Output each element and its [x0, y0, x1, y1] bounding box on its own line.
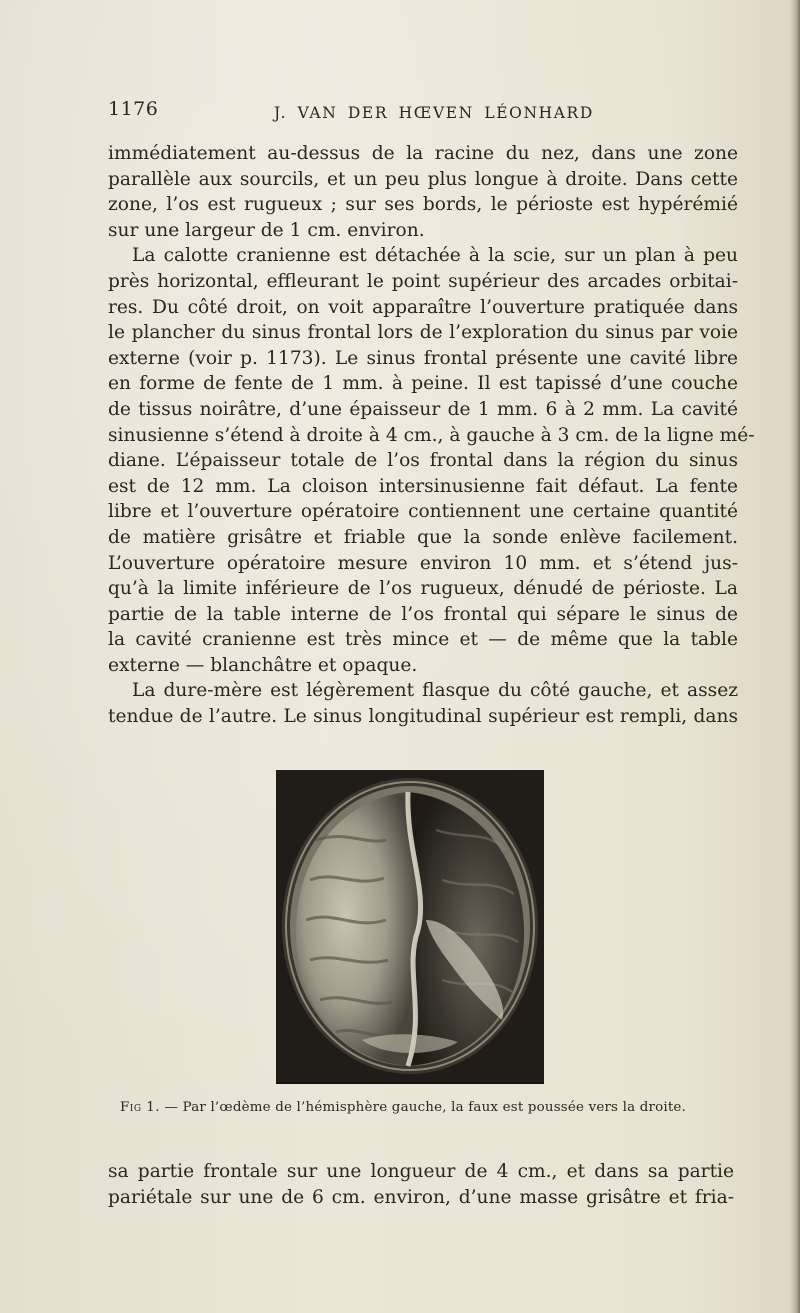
text-line: res. Du côté droit, on voit apparaître l’ouverture pratiquée dans [108, 296, 738, 318]
text-line: pariétale sur une de 6 cm. environ, d’une masse grisâtre et fria- [108, 1186, 734, 1208]
text-line: sinusienne s’étend à droite à 4 cm., à gauche à 3 cm. de la ligne mé- [108, 424, 755, 446]
brain-photograph [276, 770, 544, 1084]
text-line: immédiatement au-dessus de la racine du nez, dans une zone [108, 143, 738, 164]
text-line: parallèle aux sourcils, et un peu plus longue à droite. Dans cette [108, 168, 738, 190]
text-line: de tissus noirâtre, d’une épaisseur de 1 mm. 6 à 2 mm. La cavité [108, 398, 738, 420]
text-line: partie de la table interne de l’os frontal qui sépare le sinus de [108, 603, 738, 625]
running-title: J. VAN DER HŒVEN LÉONHARD [274, 104, 594, 122]
text-line: tendue de l’autre. Le sinus longitudinal supérieur est rempli, dans [108, 706, 738, 728]
text-line: de matière grisâtre et friable que la sonde enlève facilement. [108, 526, 738, 548]
text-line: sa partie frontale sur une longueur de 4 cm., et dans sa partie [108, 1161, 734, 1182]
text-line: en forme de fente de 1 mm. à peine. Il est tapissé d’une couche [108, 373, 738, 395]
text-line: L’ouverture opératoire mesure environ 10 mm. et s’étend jus- [108, 552, 738, 574]
brain-photograph-illustration [276, 770, 544, 1082]
text-line: près horizontal, effleurant le point supérieur des arcades orbitai- [108, 270, 738, 292]
text-line: est de 12 mm. La cloison intersinusienne fait défaut. La fente [108, 475, 738, 497]
text-line: externe (voir p. 1173). Le sinus frontal présente une cavité libre [108, 347, 738, 369]
text-line: sur une largeur de 1 cm. environ. [108, 219, 425, 241]
running-head [108, 98, 748, 128]
figure-label: Fig 1. [120, 1100, 161, 1115]
text-line: le plancher du sinus frontal lors de l’exploration du sinus par voie [108, 322, 738, 344]
text-line: La dure-mère est légèrement flasque du côté gauche, et assez [132, 680, 738, 702]
text-line: libre et l’ouverture opératoire contiennent une certaine quantité [108, 501, 738, 523]
text-line: qu’à la limite inférieure de l’os rugueux, dénudé de périoste. La [108, 578, 738, 600]
figure-caption [120, 1100, 730, 1115]
text-line: zone, l’os est rugueux ; sur ses bords, le périoste est hypérémié [108, 194, 738, 216]
body-text-top [108, 141, 755, 730]
text-line: diane. L’épaisseur totale de l’os frontal dans la région du sinus [108, 450, 738, 472]
figure-caption-text: — Par l’œdème de l’hémisphère gauche, la faux est poussée vers la droite. [164, 1100, 686, 1115]
text-line: La calotte cranienne est détachée à la scie, sur un plan à peu [132, 245, 738, 267]
text-line: externe — blanchâtre et opaque. [108, 654, 418, 676]
page-spine-shadow [790, 0, 800, 1313]
page-number: 1176 [108, 98, 159, 120]
text-line: la cavité cranienne est très mince et — de même que la table [108, 629, 738, 651]
body-text-bottom [108, 1159, 734, 1210]
